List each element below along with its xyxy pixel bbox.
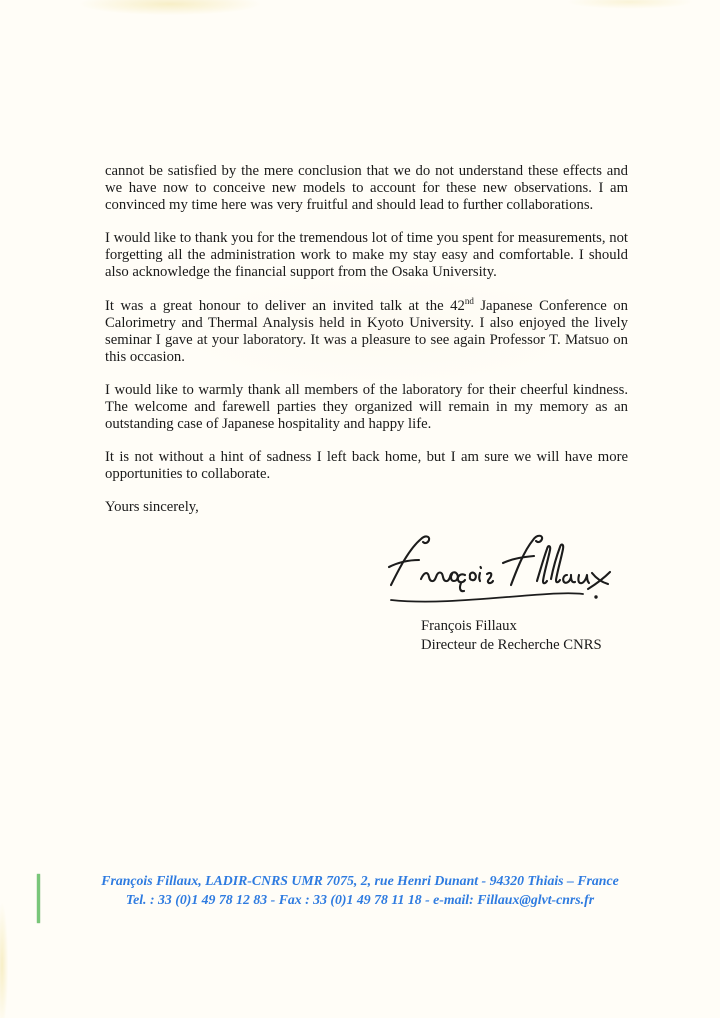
signer-name: François Fillaux	[421, 618, 517, 634]
footer-contact-line: Tel. : 33 (0)1 49 78 12 83 - Fax : 33 (0)1 49 78 11 18 - e-mail: Fillaux@glvt-cnrs.fr	[125, 891, 595, 907]
paragraph: I would like to warmly thank all members of the laboratory for their cheerful kindness. The welcome and farewell parties they organized will remain in my memory as an outstanding case of Japanese hospitality and happy life.	[105, 381, 628, 433]
handwritten-signature	[383, 527, 619, 609]
paragraph-text: It was a great honour to deliver an invited talk at the 42	[105, 297, 465, 314]
letter-body	[105, 163, 628, 533]
footer-address-line: François Fillaux, LADIR-CNRS UMR 7075, 2, rue Henri Dunant - 94320 Thiais – France	[101, 873, 619, 888]
signer-title: Directeur de Recherche CNRS	[421, 636, 602, 653]
paragraph: It is not without a hint of sadness I left back home, but I am sure we will have more opportunities to collaborate.	[105, 449, 628, 483]
ordinal-superscript: nd	[464, 295, 474, 306]
signer-block	[421, 617, 602, 654]
paragraph: I would like to thank you for the tremendous lot of time you spent for measurements, not forgetting all the administration work to make my stay easy and comfortable. I should also acknowledge the financial support from the Osaka University.	[105, 230, 628, 281]
closing-salutation: Yours sincerely,	[105, 499, 199, 516]
paragraph	[105, 295, 628, 366]
paragraph-text: Japanese Conference on Calorimetry and Thermal Analysis held in Kyoto University. I also enjoyed the lively seminar I gave at your laboratory. It was a pleasure to see again Professor T. Matsuo on this occasion.	[105, 297, 628, 365]
signature-ink-icon	[383, 527, 619, 609]
paragraph: cannot be satisfied by the mere conclusion that we do not understand these effects and we have now to conceive new models to account for these new observations. I am convinced my time here was very fruitful and should lead to further collaborations.	[105, 163, 628, 214]
letterhead-footer	[0, 872, 720, 909]
